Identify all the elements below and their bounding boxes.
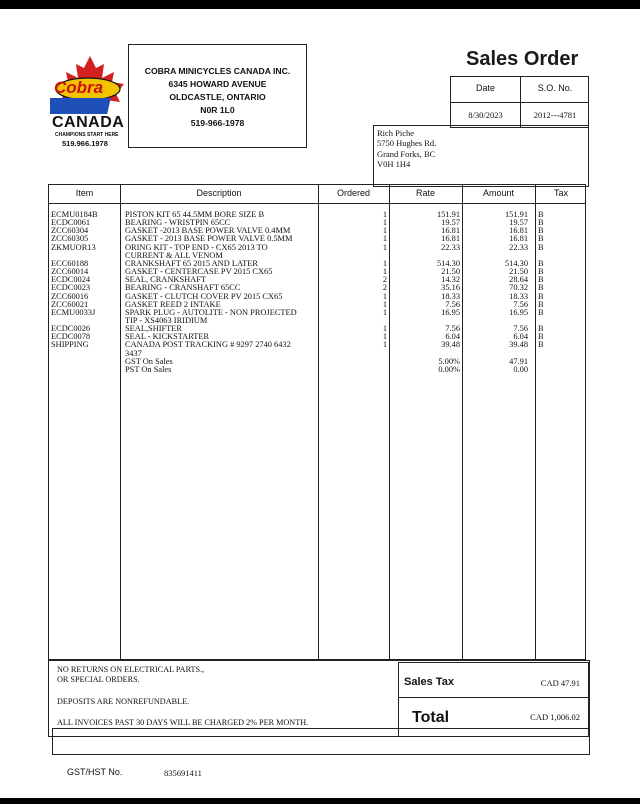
item-description: GASKET - CENTERCASE PV 2015 CX65 bbox=[125, 267, 273, 277]
item-description: BEARING - WRISTPIN 65CC bbox=[125, 218, 231, 228]
item-description: SEAL, CRANKSHAFT bbox=[125, 275, 206, 285]
item-code: ECDC0078 bbox=[51, 332, 91, 342]
item-amount: 47.91 bbox=[509, 356, 528, 366]
item-amount: 28.64 bbox=[509, 275, 528, 285]
item-tax-code: B bbox=[538, 218, 544, 228]
item-tax-code: B bbox=[538, 275, 544, 285]
logo-brand: Cobra bbox=[54, 78, 104, 97]
item-amount: 151.91 bbox=[504, 210, 528, 219]
item-code: ECDC0026 bbox=[51, 324, 91, 334]
item-rate: 514.30 bbox=[436, 258, 460, 268]
ship-to-postal: V0H 1H4 bbox=[377, 159, 411, 169]
item-code: SHIPPING bbox=[51, 340, 89, 350]
item-ordered: 1 bbox=[382, 291, 387, 301]
item-rate: 22.33 bbox=[441, 242, 460, 252]
item-code: ECMU0033J bbox=[51, 307, 96, 317]
item-description: TIP - XS4063 IRIDIUM bbox=[125, 315, 208, 325]
item-tax-code: B bbox=[538, 258, 544, 268]
item-rate: 16.81 bbox=[441, 226, 460, 236]
item-ordered: 1 bbox=[382, 242, 387, 252]
column-header-item: Item bbox=[75, 188, 94, 198]
item-rate: 6.04 bbox=[445, 332, 460, 342]
item-amount: 70.32 bbox=[509, 283, 528, 293]
note-special-orders: OR SPECIAL ORDERS. bbox=[57, 675, 140, 684]
company-name: COBRA MINICYCLES CANADA INC. bbox=[144, 66, 291, 76]
item-code: ECDC0024 bbox=[51, 275, 91, 285]
item-code: ECC60188 bbox=[51, 258, 89, 268]
item-ordered: 1 bbox=[382, 267, 387, 277]
item-description: 3437 bbox=[125, 348, 142, 358]
ship-to-name: Rich Piche bbox=[377, 128, 415, 138]
table-row bbox=[49, 365, 587, 374]
item-ordered: 2 bbox=[382, 275, 387, 285]
item-description: GASKET -2013 BASE POWER VALVE 0.4MM bbox=[125, 226, 291, 236]
item-rate: 151.91 bbox=[436, 210, 460, 219]
item-amount: 22.33 bbox=[509, 242, 528, 252]
item-description: GASKET REED 2 INTAKE bbox=[125, 299, 221, 309]
item-amount: 514.30 bbox=[504, 258, 528, 268]
note-deposits: DEPOSITS ARE NONREFUNDABLE. bbox=[57, 697, 190, 706]
item-amount: 6.04 bbox=[513, 332, 528, 342]
column-header-tax: Tax bbox=[553, 188, 568, 198]
date-so-box bbox=[450, 76, 589, 128]
item-ordered: 1 bbox=[382, 340, 387, 350]
item-ordered: 1 bbox=[382, 218, 387, 228]
item-amount: 39.48 bbox=[509, 340, 528, 350]
item-amount: 7.56 bbox=[513, 299, 528, 309]
item-code: ZCC60305 bbox=[51, 234, 89, 244]
item-amount: 16.95 bbox=[509, 307, 528, 317]
logo-country: CANADA bbox=[52, 114, 125, 131]
item-rate: 19.57 bbox=[441, 218, 460, 228]
item-description: SEAL,SHIFTER bbox=[125, 324, 183, 334]
item-tax-code: B bbox=[538, 267, 544, 277]
item-rate: 7.56 bbox=[445, 324, 460, 334]
item-code: ZKMUOR13 bbox=[51, 242, 96, 252]
item-amount: 18.33 bbox=[509, 291, 528, 301]
item-tax-code: B bbox=[538, 242, 544, 252]
column-header-amount: Amount bbox=[482, 188, 515, 198]
item-description: CANADA POST TRACKING # 9297 2740 6432 bbox=[125, 340, 291, 350]
logo-tagline: CHAMPIONS START HERE bbox=[55, 132, 119, 138]
note-no-returns: NO RETURNS ON ELECTRICAL PARTS., bbox=[57, 665, 205, 674]
item-description: GST On Sales bbox=[125, 356, 173, 366]
item-code: ECDC0061 bbox=[51, 218, 91, 228]
gst-label: GST/HST No. bbox=[67, 767, 123, 777]
item-tax-code: B bbox=[538, 324, 544, 334]
item-ordered: 1 bbox=[382, 299, 387, 309]
item-ordered: 2 bbox=[382, 283, 387, 293]
total-label: Total bbox=[412, 709, 450, 726]
item-rate: 21.50 bbox=[441, 267, 460, 277]
item-description: CRANKSHAFT 65 2015 AND LATER bbox=[125, 258, 258, 268]
item-description: BEARING - CRANSHAFT 65CC bbox=[125, 283, 241, 293]
item-code: ZCC60304 bbox=[51, 226, 89, 236]
date-value: 8/30/2023 bbox=[468, 110, 503, 120]
item-ordered: 1 bbox=[382, 226, 387, 236]
item-tax-code: B bbox=[538, 283, 544, 293]
item-rate: 5.00% bbox=[438, 356, 460, 366]
item-code: ZCC60016 bbox=[51, 291, 89, 301]
item-rate: 14.32 bbox=[441, 275, 460, 285]
item-tax-code: B bbox=[538, 299, 544, 309]
so-number: 2012---4781 bbox=[533, 110, 577, 120]
date-label: Date bbox=[475, 83, 495, 93]
company-postal: N0R 1L0 bbox=[200, 105, 235, 115]
item-ordered: 1 bbox=[382, 234, 387, 244]
document-title: Sales Order bbox=[466, 48, 579, 70]
item-rate: 7.56 bbox=[445, 299, 460, 309]
item-description: ORING KIT - TOP END - CX65 2013 TO bbox=[125, 242, 268, 252]
item-rate: 39.48 bbox=[441, 340, 460, 350]
item-ordered: 1 bbox=[382, 258, 387, 268]
item-description: GASKET - 2013 BASE POWER VALVE 0.5MM bbox=[125, 234, 293, 244]
item-amount: 19.57 bbox=[509, 218, 528, 228]
logo-phone: 519.966.1978 bbox=[62, 139, 108, 148]
item-description: GASKET - CLUTCH COVER PV 2015 CX65 bbox=[125, 291, 283, 301]
item-tax-code: B bbox=[538, 234, 544, 244]
gst-number: 835691411 bbox=[164, 768, 202, 778]
company-city: OLDCASTLE, ONTARIO bbox=[169, 92, 266, 102]
item-ordered: 1 bbox=[382, 210, 387, 219]
item-description: PISTON KIT 65 44.5MM BORE SIZE B bbox=[125, 210, 265, 219]
sales-order-page bbox=[0, 9, 640, 798]
item-code: ZCC60014 bbox=[51, 267, 89, 277]
item-code: ZCC60021 bbox=[51, 299, 89, 309]
item-rate: 35.16 bbox=[441, 283, 460, 293]
so-label: S.O. No. bbox=[537, 83, 573, 93]
sales-tax-box bbox=[398, 662, 589, 698]
item-tax-code: B bbox=[538, 332, 544, 342]
item-amount: 7.56 bbox=[513, 324, 528, 334]
ship-to-box bbox=[373, 125, 589, 187]
item-amount: 0.00 bbox=[513, 364, 528, 374]
item-amount: 16.81 bbox=[509, 226, 528, 236]
item-description: CURRENT & ALL VENOM bbox=[125, 250, 223, 260]
item-code: ECDC0023 bbox=[51, 283, 91, 293]
footer-box bbox=[48, 660, 590, 737]
ship-to-street: 5750 Hughes Rd. bbox=[377, 138, 437, 148]
item-rate: 0.00% bbox=[438, 364, 460, 374]
line-items-table bbox=[48, 184, 586, 660]
item-amount: 16.81 bbox=[509, 234, 528, 244]
company-phone: 519-966-1978 bbox=[190, 118, 245, 128]
item-ordered: 1 bbox=[382, 324, 387, 334]
company-street: 6345 HOWARD AVENUE bbox=[168, 79, 267, 89]
item-tax-code: B bbox=[538, 307, 544, 317]
cobra-logo bbox=[50, 54, 130, 154]
item-ordered: 1 bbox=[382, 307, 387, 317]
column-header-ordered: Ordered bbox=[336, 188, 371, 198]
item-amount: 21.50 bbox=[509, 267, 528, 277]
note-late-charge: ALL INVOICES PAST 30 DAYS WILL BE CHARGED 2% PER MONTH. bbox=[57, 718, 309, 727]
item-rate: 18.33 bbox=[441, 291, 460, 301]
item-code: ECMU0184B bbox=[51, 210, 98, 219]
sales-tax-label: Sales Tax bbox=[404, 676, 454, 688]
item-ordered: 1 bbox=[382, 332, 387, 342]
blank-signature-box bbox=[52, 728, 590, 755]
total-value: CAD 1,006.02 bbox=[530, 712, 580, 722]
item-tax-code: B bbox=[538, 340, 544, 350]
column-header-description: Description bbox=[196, 188, 242, 198]
item-tax-code: B bbox=[538, 210, 544, 219]
sales-tax-value: CAD 47.91 bbox=[540, 678, 580, 688]
column-header-rate: Rate bbox=[415, 188, 435, 198]
item-tax-code: B bbox=[538, 291, 544, 301]
item-description: SEAL - KICKSTARTER bbox=[125, 332, 210, 342]
item-description: PST On Sales bbox=[125, 364, 172, 374]
item-rate: 16.95 bbox=[441, 307, 460, 317]
item-description: SPARK PLUG - AUTOLITE - NON PROJECTED bbox=[125, 307, 297, 317]
item-tax-code: B bbox=[538, 226, 544, 236]
ship-to-city: Grand Forks, BC bbox=[377, 149, 436, 159]
company-address-box bbox=[128, 44, 307, 148]
item-rate: 16.81 bbox=[441, 234, 460, 244]
